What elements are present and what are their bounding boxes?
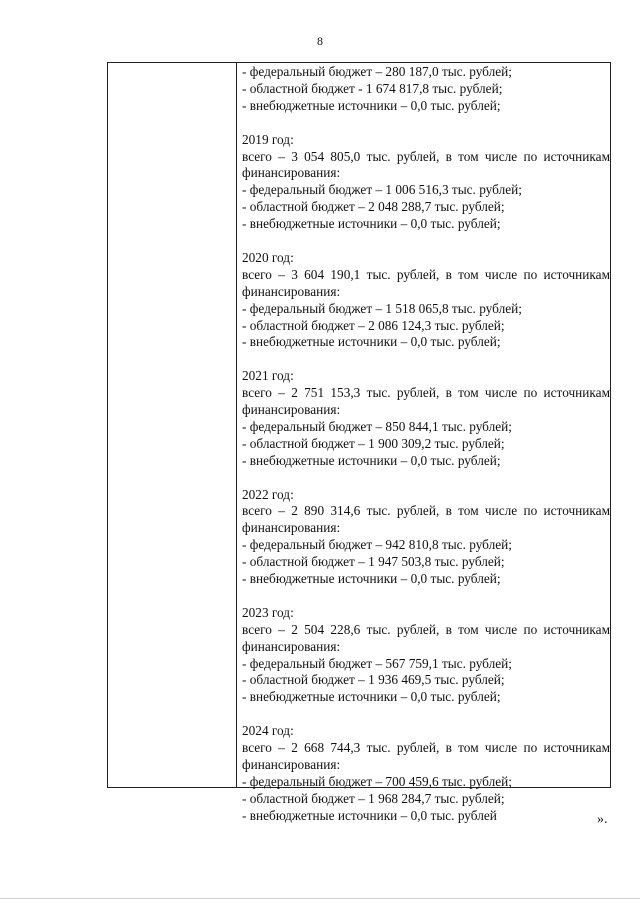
table-left-cell bbox=[108, 63, 237, 787]
text-line: - внебюджетные источники – 0,0 тыс. рублей; bbox=[242, 452, 501, 468]
blank-line bbox=[242, 588, 610, 605]
text-line: - федеральный бюджет – 1 006 516,3 тыс. рублей; bbox=[242, 182, 522, 198]
financing-table bbox=[107, 62, 611, 823]
text-line: всего – 2 668 744,3 тыс. рублей, в том числе по источникам bbox=[242, 740, 610, 756]
text-line: финансирования: bbox=[242, 638, 341, 654]
text-line: - областной бюджет – 1 968 284,7 тыс. рублей; bbox=[242, 790, 505, 806]
text-line: - внебюджетные источники – 0,0 тыс. рублей; bbox=[242, 571, 501, 587]
text-line: финансирования: bbox=[242, 165, 341, 181]
text-line: - областной бюджет – 2 048 288,7 тыс. рублей; bbox=[242, 199, 505, 215]
text-line: всего – 2 751 153,3 тыс. рублей, в том числе по источникам bbox=[242, 385, 610, 401]
text-line: - федеральный бюджет – 280 187,0 тыс. рублей; bbox=[242, 64, 512, 79]
text-line: всего – 3 604 190,1 тыс. рублей, в том числе по источникам bbox=[242, 266, 610, 282]
text-line: - областной бюджет – 1 947 503,8 тыс. рублей; bbox=[242, 554, 505, 570]
text-line: - федеральный бюджет – 567 759,1 тыс. рублей; bbox=[242, 655, 512, 671]
text-line: - федеральный бюджет – 1 518 065,8 тыс. рублей; bbox=[242, 300, 522, 316]
text-line: - областной бюджет – 1 900 309,2 тыс. рублей; bbox=[242, 435, 505, 451]
table-right-cell bbox=[242, 64, 610, 825]
page-bottom-rule bbox=[0, 898, 640, 899]
text-line: всего – 2 504 228,6 тыс. рублей, в том числе по источникам bbox=[242, 621, 610, 637]
text-line: - внебюджетные источники – 0,0 тыс. рублей; bbox=[242, 216, 501, 232]
blank-line bbox=[242, 351, 610, 368]
text-line: всего – 2 890 314,6 тыс. рублей, в том числе по источникам bbox=[242, 503, 610, 519]
text-line: всего – 3 054 805,0 тыс. рублей, в том числе по источникам bbox=[242, 148, 610, 164]
text-line: 2021 год: bbox=[242, 368, 294, 384]
closing-quote-mark: ». bbox=[597, 812, 608, 827]
text-line: - областной бюджет – 2 086 124,3 тыс. рублей; bbox=[242, 317, 505, 333]
blank-line bbox=[242, 706, 610, 723]
blank-line bbox=[242, 470, 610, 487]
text-line: - федеральный бюджет – 700 459,6 тыс. рублей; bbox=[242, 773, 512, 789]
text-line: финансирования: bbox=[242, 520, 341, 536]
page-number: 8 bbox=[317, 34, 323, 48]
text-line: 2023 год: bbox=[242, 604, 294, 620]
text-line: - внебюджетные источники – 0,0 тыс. рублей; bbox=[242, 97, 501, 113]
text-line: - федеральный бюджет – 942 810,8 тыс. рублей; bbox=[242, 537, 512, 553]
text-line: - внебюджетные источники – 0,0 тыс. рублей bbox=[242, 807, 497, 823]
text-line: - федеральный бюджет – 850 844,1 тыс. рублей; bbox=[242, 418, 512, 434]
text-line: - внебюджетные источники – 0,0 тыс. рублей; bbox=[242, 689, 501, 705]
text-line: 2020 год: bbox=[242, 249, 294, 265]
text-line: - внебюджетные источники – 0,0 тыс. рублей; bbox=[242, 334, 501, 350]
text-line: 2022 год: bbox=[242, 486, 294, 502]
text-line: - областной бюджет – 1 936 469,5 тыс. рублей; bbox=[242, 672, 505, 688]
text-line: финансирования: bbox=[242, 402, 341, 418]
text-line: 2024 год: bbox=[242, 723, 294, 739]
blank-line bbox=[242, 233, 610, 250]
text-line: - областной бюджет - 1 674 817,8 тыс. рублей; bbox=[242, 80, 503, 96]
text-line: 2019 год: bbox=[242, 131, 294, 147]
text-line: финансирования: bbox=[242, 756, 341, 772]
blank-line bbox=[242, 115, 610, 132]
text-line: финансирования: bbox=[242, 283, 341, 299]
